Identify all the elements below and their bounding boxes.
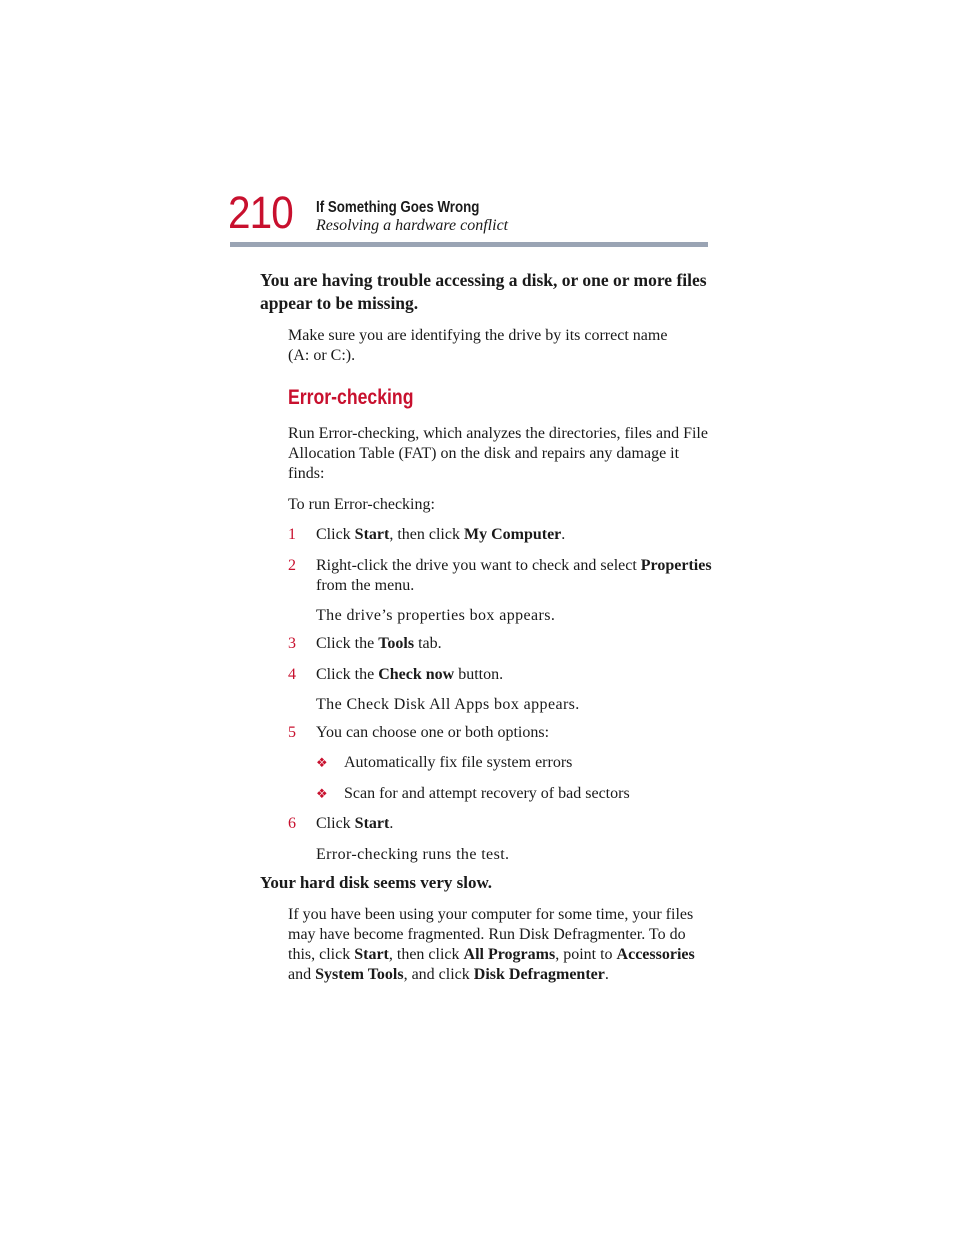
header-rule (230, 242, 708, 247)
paragraph-line: Allocation Table (FAT) on the disk and repairs any damage it (288, 445, 680, 462)
step-text-part: button. (454, 666, 504, 683)
problem-heading-disk-access (260, 269, 720, 315)
step-text (316, 814, 393, 834)
section-heading-error-checking: Error-checking (288, 386, 414, 409)
option-item: Automatically fix file system errors (344, 754, 573, 771)
problem-solution-text (288, 326, 667, 366)
text-part: and (288, 966, 316, 983)
procedure-lead: To run Error-checking: (288, 496, 435, 513)
step-text (316, 634, 442, 654)
text-part: . (604, 966, 609, 983)
page-number: 210 (228, 187, 293, 238)
step-number: 4 (288, 666, 296, 683)
paragraph-line: Make sure you are identifying the drive by its correct name (288, 327, 668, 344)
step-text-part: Click (316, 526, 355, 543)
step-text-part: Click the (316, 666, 379, 683)
paragraph-line: If you have been using your computer for some time, your files (288, 906, 694, 923)
ui-term-system-tools: System Tools (315, 966, 404, 983)
ui-term-start: Start (354, 946, 389, 963)
text-part: , point to (555, 946, 617, 963)
step-number: 2 (288, 557, 296, 574)
step-text-part: tab. (414, 635, 442, 652)
step-result: The Check Disk All Apps box appears. (316, 696, 580, 713)
step-result: Error-checking runs the test. (316, 846, 510, 863)
paragraph-line (288, 965, 695, 985)
step-number: 3 (288, 635, 296, 652)
step-text-part: Click the (316, 635, 379, 652)
step-text-part: Right-click the drive you want to check and select (316, 557, 641, 574)
step-text (316, 556, 712, 596)
step-number: 6 (288, 815, 296, 832)
section-subtitle: Resolving a hardware conflict (316, 217, 509, 234)
step-result: The drive’s properties box appears. (316, 607, 556, 624)
step-number: 1 (288, 526, 296, 543)
diamond-bullet-icon: ❖ (316, 786, 328, 801)
paragraph-line: (A: or C:). (288, 347, 356, 364)
step-text-part: , then click (389, 526, 464, 543)
problem-heading-line: You are having trouble accessing a disk, or one or more files (260, 270, 707, 290)
problem-heading-line: appear to be missing. (260, 293, 419, 313)
step-text-part: . (389, 815, 394, 832)
step-text (316, 665, 503, 685)
ui-term-properties: Properties (640, 557, 712, 574)
text-part: this, click (288, 946, 355, 963)
ui-term-start: Start (354, 815, 390, 832)
step-number: 5 (288, 724, 296, 741)
paragraph-line (288, 945, 695, 965)
ui-term-disk-defragmenter: Disk Defragmenter (473, 966, 605, 983)
ui-term-start: Start (354, 526, 390, 543)
problem-solution-text (288, 905, 695, 985)
step-text-part: Click (316, 815, 355, 832)
paragraph-line: finds: (288, 465, 325, 482)
text-part: , and click (403, 966, 474, 983)
option-item: Scan for and attempt recovery of bad sectors (344, 785, 630, 802)
ui-term-accessories: Accessories (616, 946, 695, 963)
ui-term-check-now: Check now (378, 666, 455, 683)
problem-heading-slow-disk: Your hard disk seems very slow. (260, 873, 493, 892)
ui-term-all-programs: All Programs (463, 946, 556, 963)
step-text-part: from the menu. (316, 577, 415, 594)
paragraph-line: Run Error-checking, which analyzes the directories, files and File (288, 425, 708, 442)
text-part: , then click (388, 946, 464, 963)
chapter-title: If Something Goes Wrong (316, 199, 480, 216)
paragraph-line: may have become fragmented. Run Disk Defragmenter. To do (288, 926, 686, 943)
step-text-part: . (561, 526, 566, 543)
step-text (316, 525, 565, 545)
diamond-bullet-icon: ❖ (316, 755, 328, 770)
step-text: You can choose one or both options: (316, 724, 550, 741)
ui-term-tools: Tools (378, 635, 415, 652)
error-checking-intro (288, 424, 708, 484)
ui-term-my-computer: My Computer (463, 526, 562, 543)
